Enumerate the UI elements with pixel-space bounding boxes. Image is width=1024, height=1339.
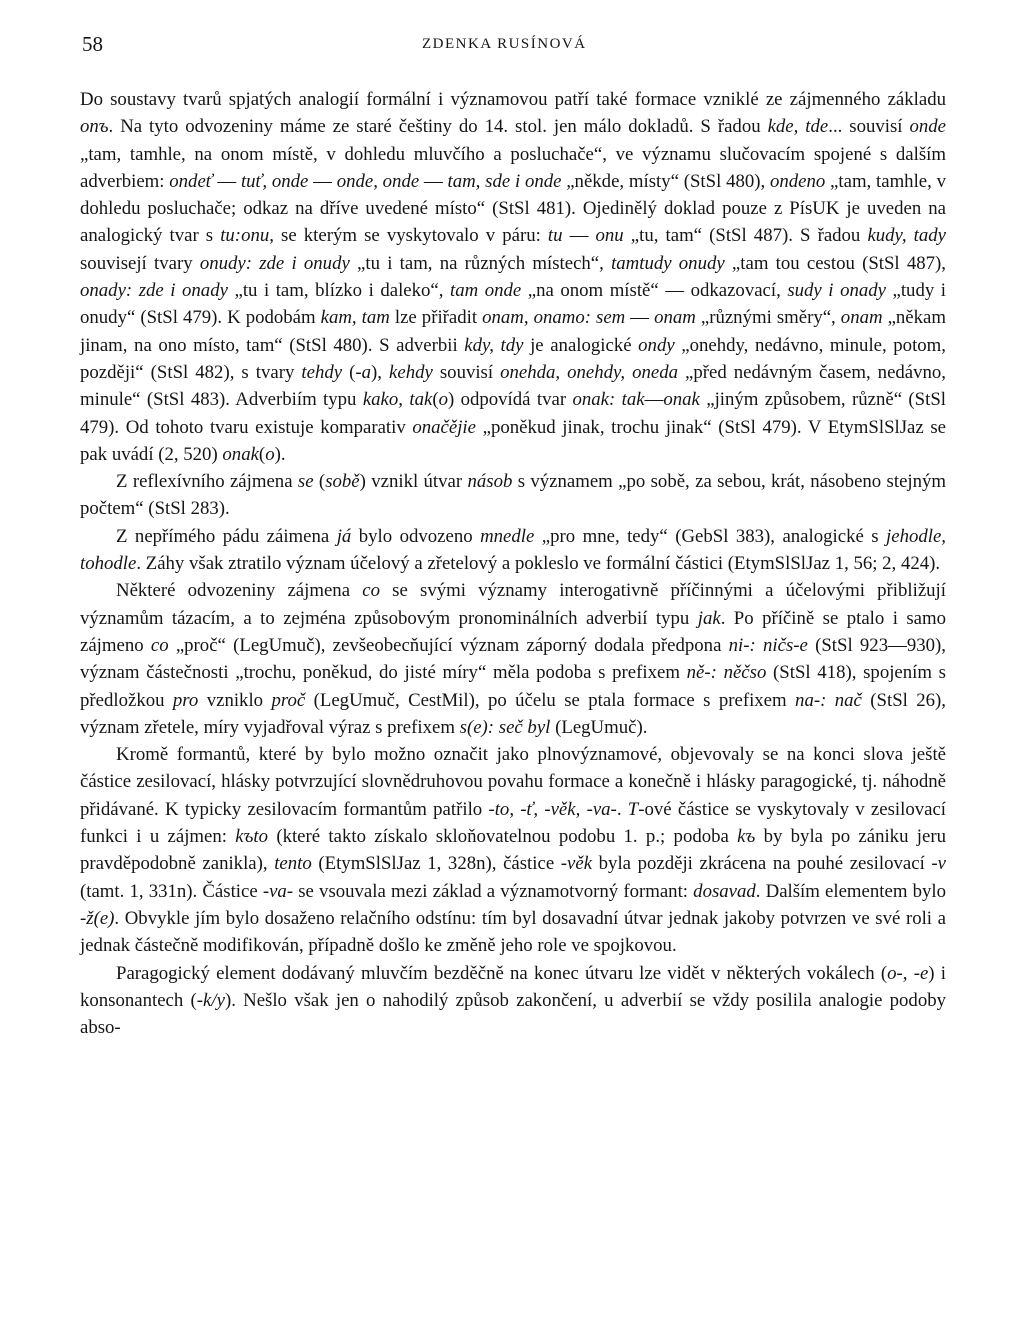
italic-term: onak: tak	[572, 389, 645, 411]
text-run: „někde, místy“ (StSl 480),	[561, 170, 770, 192]
italic-term: ondeno	[769, 170, 826, 192]
italic-term: jak	[697, 607, 721, 629]
text-run: „na onom místě“ — odkazovací,	[521, 280, 788, 302]
text-run: (	[432, 389, 439, 411]
italic-term: tam onde	[450, 280, 522, 302]
text-run: „pro mne, tedy“ (GebSl 383), analogické s	[534, 525, 887, 547]
italic-term: kъto	[235, 826, 268, 848]
paragraph	[80, 577, 946, 741]
italic-term: onačějie	[412, 416, 476, 438]
text-run: —	[212, 170, 241, 192]
text-run: (LegUmuč, CestMil), po účelu se ptala formace s prefixem	[305, 689, 796, 711]
running-title: ZDENKA RUSÍNOVÁ	[422, 36, 587, 52]
text-run: vzniklo	[198, 689, 272, 711]
text-run: Některé odvozeniny zájmena	[116, 580, 363, 602]
italic-term: tu	[547, 225, 563, 247]
italic-term: se	[297, 471, 314, 493]
text-run: byla později zkrácena na pouhé zesilovací	[592, 853, 932, 875]
paragraph	[80, 468, 946, 523]
italic-term: kam, tam	[320, 307, 390, 329]
text-run: se svými významy interogativně příčinnými a účelovými přibližují významům tázacím, a to zejména způsobovým pronominálních adverbií typu	[80, 580, 946, 629]
italic-term: -v	[931, 853, 946, 875]
italic-term: onam	[840, 307, 883, 329]
text-run: . Obvykle jím bylo dosaženo relačního odstínu: tím byl dosavadní útvar jednak jakoby potvrzen ve své roli a jednak částečně modifikován, případně došlo ke změně jeho role ve spojkovou.	[80, 907, 946, 957]
italic-term: kehdy	[389, 361, 433, 383]
text-run: (	[313, 471, 326, 493]
text-run: ... souvisí	[828, 116, 910, 138]
italic-term: -a	[355, 361, 372, 383]
italic-term: onudy: zde i onudy	[199, 252, 350, 274]
italic-term: ni-: ničs-e	[728, 634, 808, 656]
italic-term: o-, -e	[887, 962, 929, 984]
text-run: souvisejí tvary	[80, 252, 200, 274]
italic-term: tamtudy onudy	[611, 252, 725, 274]
text-run: souvisí	[432, 361, 501, 383]
body-text	[80, 86, 946, 1041]
italic-term: ondy	[638, 334, 675, 356]
text-run: „tam, tamhle, na onom místě, v dohledu mluvčího a posluchače“, ve významu slučovacím spojené s dalším adverbiem:	[80, 143, 946, 192]
italic-term: s(e): seč byl	[459, 716, 551, 738]
text-run: „tudy i onudy“ (StSl 479). K podobám	[80, 280, 946, 329]
italic-term: -ž(e)	[80, 907, 115, 929]
italic-term: co	[362, 580, 380, 602]
italic-term: ondeť	[169, 170, 213, 192]
italic-term: o	[265, 443, 275, 465]
italic-term: -to, -ť, -věk, -va-	[488, 798, 617, 820]
italic-term: na-: nač	[795, 689, 862, 711]
text-run: „tu i tam, na různých místech“,	[349, 252, 612, 274]
italic-term: sobě	[325, 471, 360, 493]
text-run: „tu i tam, blízko i daleko“,	[227, 280, 450, 302]
text-run: ),	[371, 361, 390, 383]
italic-term: tam, sde i onde	[447, 170, 562, 192]
paragraph	[80, 523, 946, 578]
text-run: Paragogický element dodávaný mluvčím bezděčně na konec útvaru lze vidět v některých vokálech (	[116, 962, 888, 984]
text-run: (tamt. 1, 331n). Částice	[80, 880, 263, 902]
italic-term: T	[627, 798, 639, 820]
italic-term: kudy, tady	[867, 225, 946, 247]
text-run: .	[616, 798, 628, 820]
italic-term: násob	[467, 471, 513, 493]
running-head	[82, 32, 942, 58]
text-run: „různými směry“,	[695, 307, 841, 329]
text-run: s významem „po sobě, za sebou, krát, násobeno stejným počtem“ (StSl 283).	[80, 471, 947, 520]
text-run: . Na tyto odvozeniny máme ze staré češtiny do 14. stol. jen málo dokladů. S řadou	[108, 116, 768, 138]
italic-term: tento	[274, 853, 312, 875]
text-run: —	[625, 307, 655, 329]
italic-term: -k/y	[196, 989, 225, 1011]
italic-term: onam, onamo: sem	[482, 307, 626, 329]
text-run: ) vznikl útvar	[359, 471, 468, 493]
text-run: „onehdy, nedávno, minule, potom, později“ (StSl 482), s tvary	[80, 334, 946, 383]
text-run: Z nepřímého pádu záimena	[116, 525, 337, 547]
italic-term: onak	[663, 389, 700, 411]
text-run: Do soustavy tvarů spjatých analogií formální i významovou patří také formace vzniklé ze zájmenného základu	[80, 89, 946, 110]
italic-term: tuť, onde	[240, 170, 309, 192]
italic-term: onъ	[80, 116, 109, 138]
italic-term: kdy, tdy	[464, 334, 524, 356]
italic-term: onde, onde	[336, 170, 420, 192]
italic-term: já	[336, 525, 352, 547]
italic-term: kъ	[737, 826, 756, 848]
text-run: „někam jinam, na ono místo, tam“ (StSl 480). S adverbii	[80, 307, 946, 356]
text-run: je analogické	[523, 334, 639, 356]
text-run: —	[419, 170, 448, 192]
text-run: by byla po zániku jeru pravděpodobně zanikla),	[80, 826, 946, 875]
text-run: (StSl 26), význam zřetele, míry vyjadřoval výraz s prefixem	[80, 689, 947, 738]
text-run: „poněkud jinak, trochu jinak“ (StSl 479). V EtymSlSlJaz se pak uvádí (2, 520)	[80, 416, 946, 465]
text-run: Kromě formantů, které by bylo možno označit jako plnovýznamové, objevovaly se na konci slova ještě částice zesilovací, hlásky potvrzující slovnědruhovou povahu formace a konečně i hlásky paragogické, tj. náhodně přidávané. K typicky zesilovacím formantům patřilo	[80, 744, 946, 820]
italic-term: sudy i onady	[787, 280, 886, 302]
text-run: , se kterým se vyskytovalo v páru:	[269, 225, 548, 247]
text-run: ).	[274, 443, 286, 465]
italic-term: co	[150, 634, 169, 656]
italic-term: onak	[222, 443, 259, 465]
paragraph	[80, 741, 946, 959]
text-run: se vsouvala mezi základ a významotvorný formant:	[293, 880, 694, 902]
italic-term: proč	[271, 689, 306, 711]
italic-term: tu:onu	[220, 225, 270, 247]
italic-term: dosavad	[693, 880, 756, 902]
text-run: . Dalším elementem bylo	[755, 880, 946, 902]
italic-term: onde	[909, 116, 947, 138]
text-run: Z reflexívního zájmena	[116, 471, 298, 493]
paragraph	[80, 960, 946, 1042]
text-run: „proč“ (LegUmuč), zevšeobecňující význam záporný dodala předpona	[168, 634, 729, 656]
text-run: (	[342, 361, 356, 383]
text-run: -ové částice se vyskytovaly v zesilovací funkci i u zájmen:	[80, 798, 946, 848]
italic-term: onehda, onehdy, oneda	[500, 361, 678, 383]
text-run: bylo odvozeno	[351, 525, 481, 547]
text-run: (které takto získalo skloňovatelnou podobu 1. p.; podoba	[268, 826, 738, 848]
text-run: lze přiřadit	[389, 307, 483, 329]
text-run: (StSl 418), spojením s předložkou	[80, 662, 946, 711]
text-run: (	[258, 443, 266, 465]
text-run: . Záhy však ztratilo význam účelový a zřetelový a pokleslo ve formální částici (EtymSlSlJaz 1, 56; 2, 424).	[136, 553, 941, 575]
page-number: 58	[82, 32, 103, 56]
italic-term: mnedle	[480, 525, 535, 547]
italic-term: ně-: něčso	[686, 662, 767, 684]
text-run: ). Nešlo však jen o nahodilý způsob zakončení, u adverbií se vždy posilila analogie podoby abso-	[80, 989, 946, 1039]
italic-term: kako, tak	[362, 389, 433, 411]
italic-term: onu	[595, 225, 624, 247]
paragraph	[80, 86, 946, 468]
text-run: ) i konsonantech (	[80, 962, 946, 1011]
text-run: —	[644, 389, 664, 411]
text-run: (EtymSlSlJaz 1, 328n), částice	[311, 853, 561, 875]
italic-term: jehodle, tohodle	[80, 525, 947, 575]
text-run: —	[562, 225, 596, 247]
text-run: „před nedávným časem, nedávno, minule“ (StSl 483). Adverbiím typu	[80, 361, 947, 411]
italic-term: o	[438, 389, 448, 411]
text-run: „tam tou cestou (StSl 487),	[724, 252, 946, 274]
text-run: (LegUmuč).	[550, 716, 648, 738]
text-run: „jiným způsobem, různě“ (StSl 479). Od tohoto tvaru existuje komparativ	[80, 389, 947, 438]
text-run: „tu, tam“ (StSl 487). S řadou	[623, 225, 868, 247]
text-run: (StSl 923—930), význam částečnosti „trochu, poněkud, do jisté míry“ měla podoba s prefixem	[80, 634, 946, 684]
text-run: ) odpovídá tvar	[447, 389, 573, 411]
italic-term: -věk	[560, 853, 593, 875]
text-run: . Po příčině se ptalo i samo zájmeno	[80, 607, 946, 656]
text-run: „tam, tamhle, v dohledu posluchače; odkaz na dříve uvedené místo“ (StSl 481). Ojedinělý doklad pouze z PísUK je uveden na analogický tvar s	[80, 170, 946, 247]
italic-term: pro	[172, 689, 199, 711]
italic-term: onam	[654, 307, 696, 329]
italic-term: -va-	[262, 880, 294, 902]
italic-term: kde, tde	[767, 116, 829, 138]
text-run: —	[308, 170, 337, 192]
italic-term: tehdy	[301, 361, 343, 383]
italic-term: onady: zde i onady	[80, 280, 228, 302]
